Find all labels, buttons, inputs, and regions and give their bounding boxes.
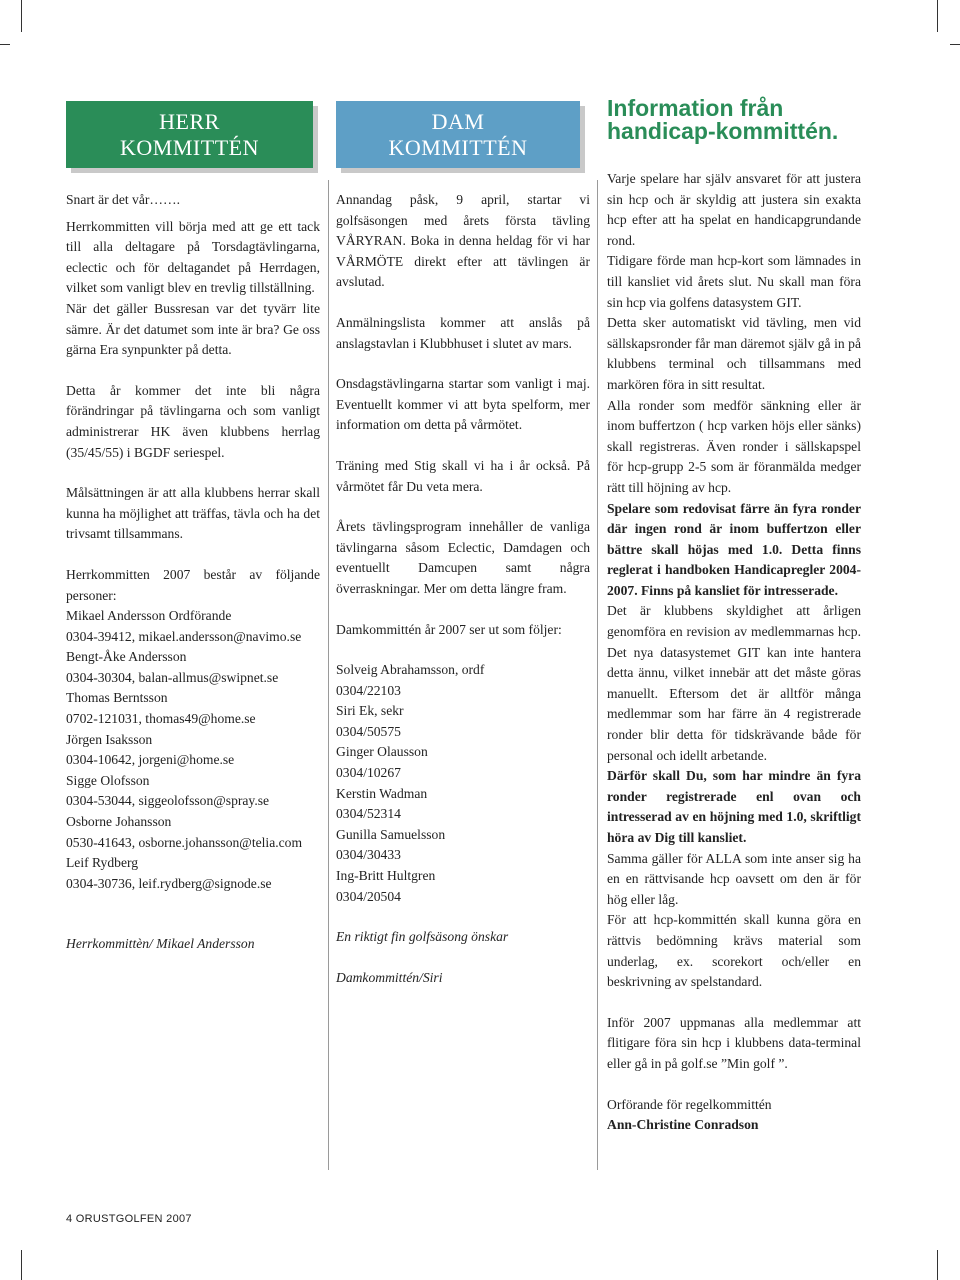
dam-paragraph: Onsdagstävlingarna startar som vanligt i maj. Eventuellt kommer vi att byta spelform, mer information om detta på vårmötet. bbox=[336, 376, 590, 433]
member-line: 0304/22103 bbox=[336, 682, 401, 698]
dam-paragraph: Träning med Stig skall vi ha i år också. På vårmötet får Du veta mera. bbox=[336, 457, 590, 494]
herr-paragraph: När det gäller Bussresan var det tyvärr lite sämre. Är det datumet som inte är bra? Ge oss gärna Era synpunkter på detta. bbox=[66, 300, 320, 358]
member-line: Solveig Abrahamsson, ordf bbox=[336, 662, 485, 678]
member-line: Osborne Johansson bbox=[66, 814, 172, 830]
page-footer: 4 ORUSTGOLFEN 2007 bbox=[66, 1213, 192, 1225]
info-paragraph-bold: Spelare som redovisat färre än fyra ronder där ingen rond är inom buffertzon eller bättre skall höjas med 1.0. Detta finns reglerat i handboken Handicapregler 2004-2007. Finns på kansliet för intresserade. bbox=[607, 500, 861, 598]
member-line: Ing-Britt Hultgren bbox=[336, 868, 436, 884]
herr-paragraph: Detta år kommer det inte bli några förändringar på tävlingarna och som vanligt administrerar HK även klubbens herrlag (35/45/55) i BGDF seriespel. bbox=[66, 382, 320, 460]
member-line: Sigge Olofsson bbox=[66, 772, 150, 788]
info-heading bbox=[607, 97, 907, 143]
herr-signature: Herrkommittèn/ Mikael Andersson bbox=[66, 936, 255, 952]
dam-paragraph: Annandag påsk, 9 april, startar vi golfsäsongen med årets första tävling VÅRYRAN. Boka in denna heldag för vi har VÅRMÖTE direkt efter att tävlingen är avslutad. bbox=[336, 192, 590, 290]
herr-paragraph: Målsättningen är att alla klubbens herrar skall kunna ha möjlighet att träffas, tävla och ha det trivsamt tillsammans. bbox=[66, 485, 320, 542]
member-line: 0304-39412, mikael.andersson@navimo.se bbox=[66, 628, 302, 644]
dam-paragraph: Damkommittén år 2007 ser ut som följer: bbox=[336, 621, 562, 637]
member-line: 0530-41643, osborne.johansson@telia.com bbox=[66, 834, 303, 850]
crop-mark bbox=[937, 0, 938, 32]
member-line: Siri Ek, sekr bbox=[336, 703, 404, 719]
info-paragraph: Det är klubbens skyldighet att årligen genomföra en revision av medlemmarnas hcp. Det nya datasystemet GIT kan inte hantera detta ännu, vilket innebär att det måste göras manuellt. Eftersom det är alltför många medlemmar som har färre än 4 registrerade ronder blir detta för tidskrävande både för personal och idellt arbetande. bbox=[607, 603, 861, 763]
member-line: 0304-30304, balan-allmus@swipnet.se bbox=[66, 669, 279, 685]
banner-title-line: HERR bbox=[159, 109, 220, 134]
dam-column bbox=[336, 190, 590, 988]
crop-mark bbox=[21, 0, 22, 32]
dam-paragraph: Årets tävlingsprogram innehåller de vanliga tävlingarna såsom Eclectic, Damdagen och eventuellt Damcupen samt några överraskningar. Mer om detta längre fram. bbox=[336, 519, 590, 596]
member-line: Jörgen Isaksson bbox=[66, 731, 153, 747]
member-line: Leif Rydberg bbox=[66, 855, 139, 871]
crop-mark bbox=[21, 1250, 22, 1280]
herr-member-list bbox=[66, 606, 320, 894]
herr-kommitten-banner bbox=[66, 101, 313, 168]
dam-kommitten-banner bbox=[336, 101, 580, 168]
member-line: 0304/20504 bbox=[336, 888, 401, 904]
dam-wish: En riktigt fin golfsäsong önskar bbox=[336, 929, 509, 945]
member-line: 0304/10267 bbox=[336, 765, 401, 781]
member-line: Ginger Olausson bbox=[336, 744, 428, 760]
member-line: Thomas Berntsson bbox=[66, 690, 168, 706]
member-line: 0304/50575 bbox=[336, 723, 401, 739]
column-divider bbox=[328, 180, 329, 1170]
dam-member-list bbox=[336, 660, 590, 907]
member-line: 0702-121031, thomas49@home.se bbox=[66, 711, 256, 727]
member-line: Gunilla Samuelsson bbox=[336, 826, 446, 842]
column-divider bbox=[597, 180, 598, 1170]
member-line: 0304-30736, leif.rydberg@signode.se bbox=[66, 875, 272, 891]
herr-paragraph: Herrkommitten vill börja med att ge ett tack till alla deltagare på Torsdagtävlingarna, eclectic och för deltagandet på Herrdagen, vilket som vanligt blev en trevlig tillställning. bbox=[66, 218, 320, 296]
banner-title-line: KOMMITTÉN bbox=[388, 135, 528, 160]
info-paragraph: Tidigare förde man hcp-kort som lämnades in till kansliet vid årets slut. Nu skall man föra sin hcp via golfens datasystem GIT. bbox=[607, 253, 861, 310]
crop-mark bbox=[950, 44, 960, 45]
info-sign-name: Ann-Christine Conradson bbox=[607, 1117, 759, 1133]
dam-signature: Damkommittén/Siri bbox=[336, 969, 443, 985]
crop-mark bbox=[937, 1250, 938, 1280]
info-paragraph: Varje spelare har själv ansvaret för att justera sin hcp och är skyldig att justera sin exakta hcp efter att ha spelat en handicapgrundande rond. bbox=[607, 171, 861, 248]
info-paragraph: Alla ronder som medför sänkning eller är inom buffertzon ( hcp varken höjs eller sänks) skall registreras. Även ronder i sällskapspel för hcp-grupp 2-5 som är föranmälda medger rätt till höjning av hcp. bbox=[607, 397, 861, 495]
herr-paragraph: Herrkommitten 2007 består av följande personer: bbox=[66, 566, 320, 603]
crop-mark bbox=[0, 44, 10, 45]
info-sign-role: Orförande för regelkommittén bbox=[607, 1096, 772, 1112]
herr-column bbox=[66, 190, 320, 955]
info-paragraph-bold: Därför skall Du, som har mindre än fyra ronder registrerade enl ovan och intresserad av en höjning med 1.0, skriftligt höra av Dig till kansliet. bbox=[607, 768, 861, 845]
info-heading-line: Information från bbox=[607, 95, 784, 121]
member-line: 0304-10642, jorgeni@home.se bbox=[66, 752, 235, 768]
member-line: Kerstin Wadman bbox=[336, 785, 428, 801]
member-line: 0304/52314 bbox=[336, 806, 401, 822]
herr-intro: Snart är det vår……. bbox=[66, 192, 181, 207]
info-heading-line: handicap-kommittén. bbox=[607, 118, 839, 144]
banner-title-line: DAM bbox=[431, 109, 485, 134]
member-line: 0304-53044, siggeolofsson@spray.se bbox=[66, 793, 270, 809]
member-line: Mikael Andersson Ordförande bbox=[66, 608, 232, 624]
info-paragraph: Samma gäller för ALLA som inte anser sig ha en en rättvisande hcp oavsett om den är för hög eller låg. bbox=[607, 850, 861, 907]
member-line: 0304/30433 bbox=[336, 847, 401, 863]
info-paragraph: För att hcp-kommittén skall kunna göra en rättvis bedömning krävs material som underlag, ex. scorekort och/eller en beskrivning av spelstandard. bbox=[607, 912, 861, 990]
dam-paragraph: Anmälningslista kommer att anslås på anslagstavlan i Klubbhuset i slutet av mars. bbox=[336, 314, 590, 351]
banner-title-line: KOMMITTÉN bbox=[120, 135, 259, 160]
info-paragraph: Detta sker automatiskt vid tävling, men vid sällskapsronder får man däremot själv gå in på klubbens terminal och tillsammans med markören föra in sitt resultat. bbox=[607, 315, 861, 392]
info-column bbox=[607, 169, 861, 1136]
info-paragraph: Inför 2007 uppmanas alla medlemmar att flitigare föra sin hcp i klubbens data-terminal eller gå in på golf.se ”Min golf ”. bbox=[607, 1014, 861, 1071]
member-line: Bengt-Åke Andersson bbox=[66, 649, 187, 665]
